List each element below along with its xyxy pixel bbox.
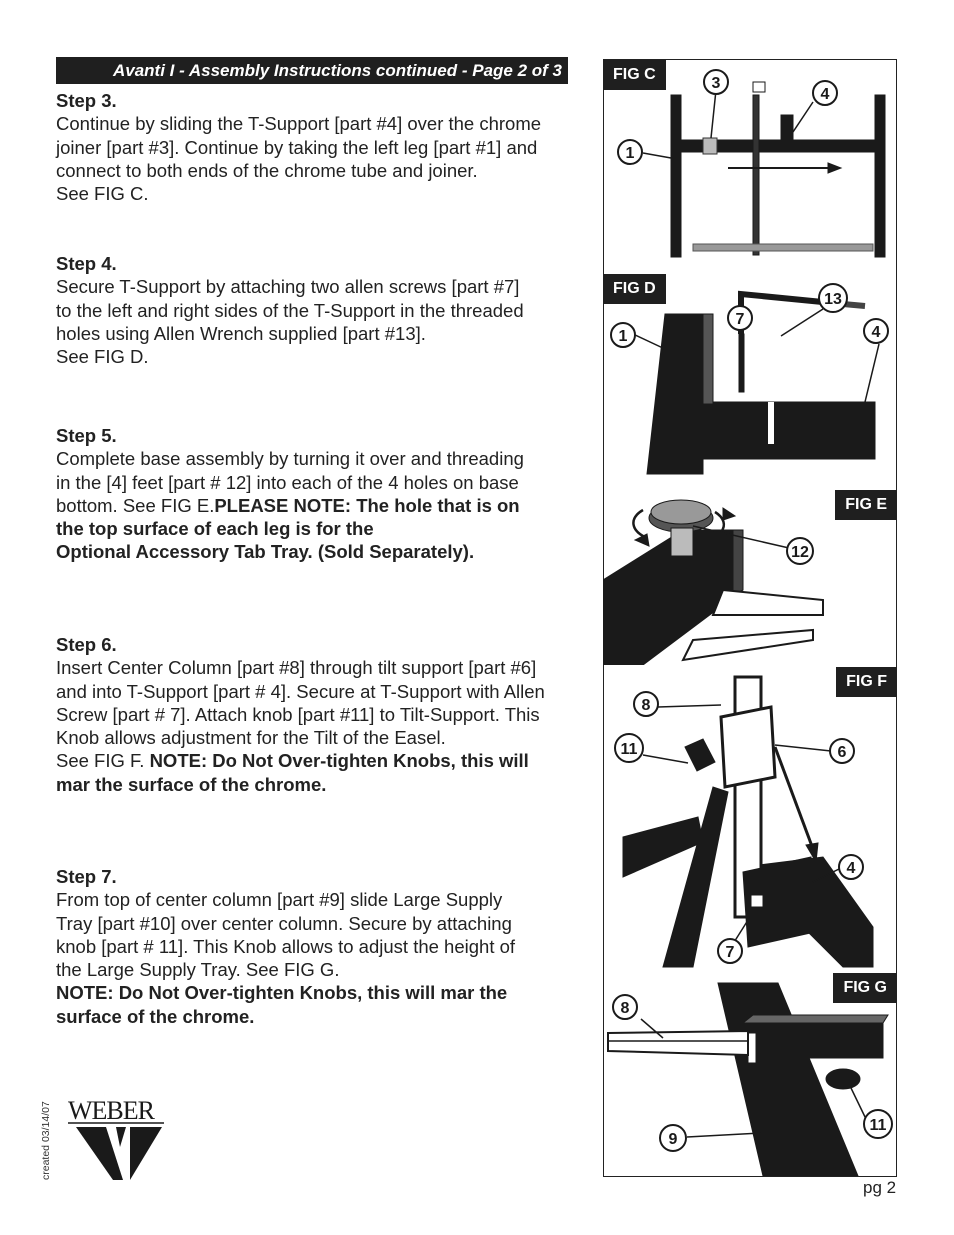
callout-number: 1 [625,145,635,162]
fig-label: FIG E [835,490,897,520]
step-line: Complete base assembly by turning it over and threading [56,448,524,470]
callout-number: 1 [618,328,628,345]
step-line: Continue by sliding the T-Support [part #4] over the chrome [56,113,542,135]
weber-logo-icon [68,1095,168,1185]
callout-number: 6 [837,744,847,761]
step-line: See FIG C. [56,183,149,205]
fig-g [603,973,897,1176]
callout-number: 4 [820,86,830,103]
step-line: holes using Allen Wrench supplied [part #13]. [56,322,426,344]
step-note: mar the surface of the chrome. [56,773,327,795]
step-line: Knob allows adjustment for the Tilt of the Easel. [56,727,446,749]
step-heading: Step 6. [56,634,117,655]
step-note: NOTE: Do Not Over-tighten Knobs, this will mar the [56,982,508,1004]
callout-number: 8 [641,697,651,714]
step-note: Optional Accessory Tab Tray. (Sold Separately). [56,541,475,563]
callout-number: 12 [791,544,809,561]
step-line: in the [4] feet [part # 12] into each of the 4 holes on base [56,471,519,493]
fig-c [603,60,897,272]
step-line: connect to both ends of the chrome tube and joiner. [56,159,478,181]
step-text: See FIG F. [56,750,150,772]
fig-d-callouts [603,274,897,488]
step-line: knob [part # 11]. This Knob allows to adjust the height of [56,935,516,957]
step-heading: Step 4. [56,253,117,274]
callout-number: 3 [711,75,721,92]
step-line: and into T-Support [part # 4]. Secure at T-Support with Allen [56,680,545,702]
step-line: to the left and right sides of the T-Support in the threaded [56,299,524,321]
step-note: PLEASE NOTE: The hole that is on [214,494,520,516]
callout-number: 13 [824,291,842,308]
callout-number: 7 [735,311,745,328]
step-line: See FIG D. [56,346,149,368]
logo-wordmark: WEBER [68,1096,154,1125]
fig-f-callouts [603,667,897,971]
callout-number: 7 [725,944,735,961]
fig-e [603,490,897,665]
step-6 [56,633,545,796]
step-note: the top surface of each leg is for the [56,518,374,540]
page-number: pg 2 [863,1178,897,1197]
callout-number: 11 [620,741,638,758]
created-date: created 03/14/07 [40,1101,52,1180]
step-line: Secure T-Support by attaching two allen screws [part #7] [56,276,520,298]
step-line [56,494,524,517]
fig-d [603,274,897,488]
step-7 [56,865,515,1028]
weber-logo [68,1095,168,1185]
fig-label: FIG F [836,667,897,697]
fig-label: FIG G [833,973,897,1003]
step-heading: Step 5. [56,425,117,446]
step-line: the Large Supply Tray. See FIG G. [56,959,340,981]
step-note: surface of the chrome. [56,1005,255,1027]
fig-c-callouts [603,60,897,272]
page-banner: Avanti I - Assembly Instructions continued - Page 2 of 3 [56,57,568,84]
callout-number: 11 [869,1117,887,1134]
step-line: From top of center column [part #9] slide Large Supply [56,889,503,911]
fig-label: FIG D [603,274,666,304]
step-3 [56,89,541,205]
fig-label: FIG C [603,60,666,90]
step-line: Tray [part #10] over center column. Secure by attaching [56,912,512,934]
callout-number: 9 [668,1131,678,1148]
step-text: bottom. See FIG E. [56,494,215,516]
callout-number: 4 [871,324,881,341]
step-line: Insert Center Column [part #8] through tilt support [part #6] [56,657,537,679]
step-4 [56,252,524,368]
callout-number: 4 [846,860,856,877]
step-note: NOTE: Do Not Over-tighten Knobs, this will [149,750,529,772]
fig-e-callouts [603,490,897,665]
step-line: Screw [part # 7]. Attach knob [part #11] to Tilt-Support. This [56,703,540,725]
step-heading: Step 3. [56,90,117,111]
step-line [56,749,545,772]
callout-number: 8 [620,1000,630,1017]
step-heading: Step 7. [56,866,117,887]
fig-f [603,667,897,971]
fig-g-callouts [603,973,897,1176]
step-line: joiner [part #3]. Continue by taking the left leg [part #1] and [56,136,538,158]
step-5 [56,424,524,564]
